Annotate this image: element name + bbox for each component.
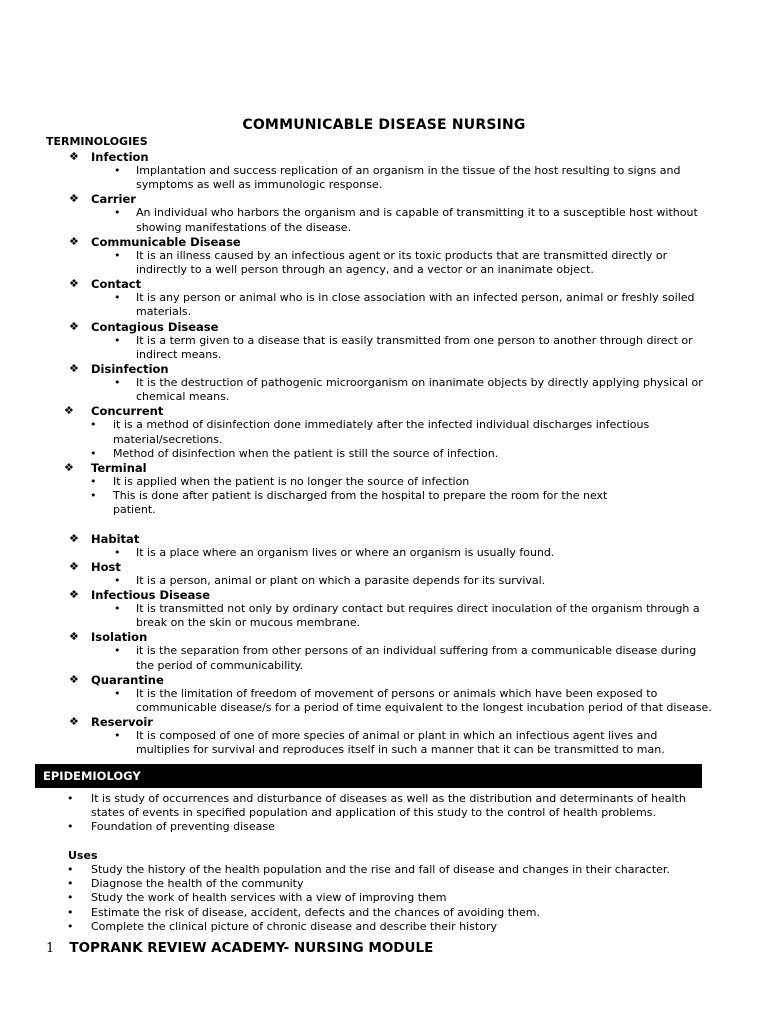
definition-text: It is the limitation of freedom of movement of persons or animals which have been exposed to communicable disease/s for a period of time equivalent to the longest incubation period of that disease. <box>136 686 712 715</box>
definition-text: It is any person or animal who is in close association with an infected person, animal or freshly soiled materials. <box>136 291 695 319</box>
term-heading <box>0 560 768 574</box>
section-heading-terminologies: TERMINOLOGIES <box>46 135 148 148</box>
list-text: Study the work of health services with a view of improving them <box>91 891 447 905</box>
term-heading <box>0 235 768 249</box>
diamond-bullet-icon: ❖ <box>69 672 79 686</box>
term-heading <box>0 192 768 206</box>
term-name: Quarantine <box>91 672 164 687</box>
term-definition <box>0 489 768 517</box>
bullet-icon: • <box>67 905 74 919</box>
definition-text: It is applied when the patient is no longer the source of infection <box>113 475 470 489</box>
uses-item <box>0 891 768 905</box>
term-heading <box>0 362 768 376</box>
term-definition <box>0 602 768 630</box>
term-heading <box>0 461 768 475</box>
uses-item <box>0 906 768 920</box>
definition-text: It is a person, animal or plant on which a parasite depends for its survival. <box>136 573 546 587</box>
list-text: Estimate the risk of disease, accident, defects and the chances of avoiding them. <box>91 905 540 919</box>
term-name: Terminal <box>91 461 147 476</box>
bullet-icon: • <box>67 820 74 834</box>
diamond-bullet-icon: ❖ <box>69 362 79 376</box>
term-definition <box>0 447 768 461</box>
uses-heading: Uses <box>68 849 98 862</box>
page-title: COMMUNICABLE DISEASE NURSING <box>242 117 526 133</box>
bullet-icon: • <box>114 206 121 220</box>
term-name: Infection <box>91 150 149 164</box>
term-name: Reservoir <box>91 715 153 730</box>
bullet-icon: • <box>114 333 121 347</box>
bullet-icon: • <box>90 475 97 489</box>
bullet-icon: • <box>114 376 121 390</box>
diamond-bullet-icon: ❖ <box>69 531 79 545</box>
term-entry <box>0 673 768 715</box>
term-definition <box>0 164 768 192</box>
term-definition <box>0 418 768 446</box>
term-heading <box>0 404 768 418</box>
footer-text: TOPRANK REVIEW ACADEMY- NURSING MODULE <box>69 940 434 956</box>
term-definition <box>0 574 768 588</box>
diamond-bullet-icon: ❖ <box>64 461 74 475</box>
bullet-icon: • <box>114 729 121 743</box>
diamond-bullet-icon: ❖ <box>69 319 79 333</box>
definition-text: Method of disinfection when the patient is still the source of infection. <box>113 446 499 460</box>
definition-text: This is done after patient is discharged from the hospital to prepare the room for the next patient. <box>113 489 608 517</box>
term-name: Isolation <box>91 630 148 645</box>
list-text: It is study of occurrences and disturbance of diseases as well as the distribution and determinants of health states of events in specified population and application of this study to the control of health problems. <box>91 792 686 820</box>
term-definition <box>0 376 768 404</box>
term-name: Habitat <box>91 531 140 546</box>
definition-text: It is a place where an organism lives or where an organism is usually found. <box>136 545 555 559</box>
bullet-icon: • <box>114 644 121 658</box>
bullet-icon: • <box>90 489 97 503</box>
term-definition <box>0 644 768 672</box>
epidemiology-item <box>0 792 768 820</box>
term-heading <box>0 715 768 729</box>
bullet-icon: • <box>67 891 74 905</box>
diamond-bullet-icon: ❖ <box>64 404 74 418</box>
bullet-icon: • <box>67 877 74 891</box>
term-heading <box>0 630 768 644</box>
term-name: Contagious Disease <box>91 319 219 334</box>
term-entry <box>0 320 768 362</box>
term-entry <box>0 192 768 234</box>
list-text: Complete the clinical picture of chronic disease and describe their history <box>91 919 497 933</box>
uses-list <box>0 863 768 934</box>
term-definition <box>0 687 768 715</box>
term-entry <box>0 532 768 560</box>
diamond-bullet-icon: ❖ <box>69 150 79 163</box>
definition-text: it is the separation from other persons of an individual suffering from a communicable disease during the period of communicability. <box>136 644 697 672</box>
bullet-icon: • <box>114 248 121 262</box>
bullet-icon: • <box>90 446 97 460</box>
term-entry <box>0 630 768 672</box>
term-name: Contact <box>91 277 142 292</box>
list-text: Study the history of the health population and the rise and fall of disease and changes in their character. <box>91 863 670 876</box>
bullet-icon: • <box>67 863 74 876</box>
term-name: Host <box>91 559 121 574</box>
term-entry <box>0 362 768 404</box>
definition-text: An individual who harbors the organism and is capable of transmitting it to a susceptible host without showing manifestations of the disease. <box>136 206 698 234</box>
bullet-icon: • <box>114 545 121 559</box>
definition-text: It is a term given to a disease that is easily transmitted from one person to another through direct or indirect means. <box>136 333 693 361</box>
term-definition <box>0 334 768 362</box>
term-heading <box>0 150 768 164</box>
epidemiology-header-bar <box>35 764 702 788</box>
term-definition <box>0 729 768 757</box>
bullet-icon: • <box>90 418 97 432</box>
definition-text: It is transmitted not only by ordinary contact but requires direct inoculation of the organism through a break on the skin or mucous membrane. <box>136 602 700 630</box>
list-text: Foundation of preventing disease <box>91 820 275 834</box>
diamond-bullet-icon: ❖ <box>69 588 79 602</box>
diamond-bullet-icon: ❖ <box>69 630 79 644</box>
term-definition <box>0 206 768 234</box>
bullet-icon: • <box>114 573 121 587</box>
term-name: Communicable Disease <box>91 234 241 249</box>
list-text: Diagnose the health of the community <box>91 877 304 891</box>
term-name: Concurrent <box>91 404 164 419</box>
definition-text: it is a method of disinfection done immediately after the infected individual discharges infectious material/secretions. <box>113 418 650 446</box>
term-entry <box>0 235 768 277</box>
diamond-bullet-icon: ❖ <box>69 192 79 206</box>
bullet-icon: • <box>67 919 74 933</box>
diamond-bullet-icon: ❖ <box>69 234 79 248</box>
bullet-icon: • <box>114 686 121 700</box>
term-entry <box>0 277 768 319</box>
epidemiology-list <box>0 792 768 835</box>
bullet-icon: • <box>114 164 121 177</box>
diamond-bullet-icon: ❖ <box>69 277 79 291</box>
term-entry <box>0 560 768 588</box>
term-definition <box>0 249 768 277</box>
uses-item <box>0 877 768 891</box>
term-heading <box>0 588 768 602</box>
term-definition <box>0 291 768 319</box>
term-name: Carrier <box>91 192 136 207</box>
term-entry <box>0 150 768 192</box>
terminology-list <box>0 150 768 758</box>
term-name: Disinfection <box>91 362 169 377</box>
term-definition <box>0 475 768 489</box>
term-entry <box>0 715 768 757</box>
uses-item <box>0 920 768 934</box>
bullet-icon: • <box>67 792 74 805</box>
term-entry <box>0 404 768 461</box>
uses-item <box>0 863 768 877</box>
term-heading <box>0 532 768 546</box>
term-name: Infectious Disease <box>91 588 210 603</box>
diamond-bullet-icon: ❖ <box>69 559 79 573</box>
bullet-icon: • <box>114 602 121 616</box>
term-heading <box>0 673 768 687</box>
diamond-bullet-icon: ❖ <box>69 715 79 729</box>
definition-text: It is the destruction of pathogenic microorganism on inanimate objects by directly applying physical or chemical means. <box>136 376 703 404</box>
epidemiology-heading: EPIDEMIOLOGY <box>43 769 141 783</box>
term-entry <box>0 461 768 518</box>
term-definition <box>0 546 768 560</box>
bullet-icon: • <box>114 291 121 305</box>
term-entry <box>0 588 768 630</box>
definition-text: It is composed of one of more species of animal or plant in which an infectious agent lives and multiplies for survival and reproduces itself in such a manner that it can be transmitted to man. <box>136 729 665 757</box>
page-footer <box>46 937 433 956</box>
term-heading <box>0 320 768 334</box>
epidemiology-item <box>0 820 768 834</box>
term-heading <box>0 277 768 291</box>
page-number: 1 <box>46 941 55 956</box>
definition-text: Implantation and success replication of an organism in the tissue of the host resulting to signs and symptoms as well as immunologic response. <box>136 164 681 192</box>
definition-text: It is an illness caused by an infectious agent or its toxic products that are transmitted directly or indirectly to a well person through an agency, and a vector or an inanimate object. <box>136 248 668 277</box>
